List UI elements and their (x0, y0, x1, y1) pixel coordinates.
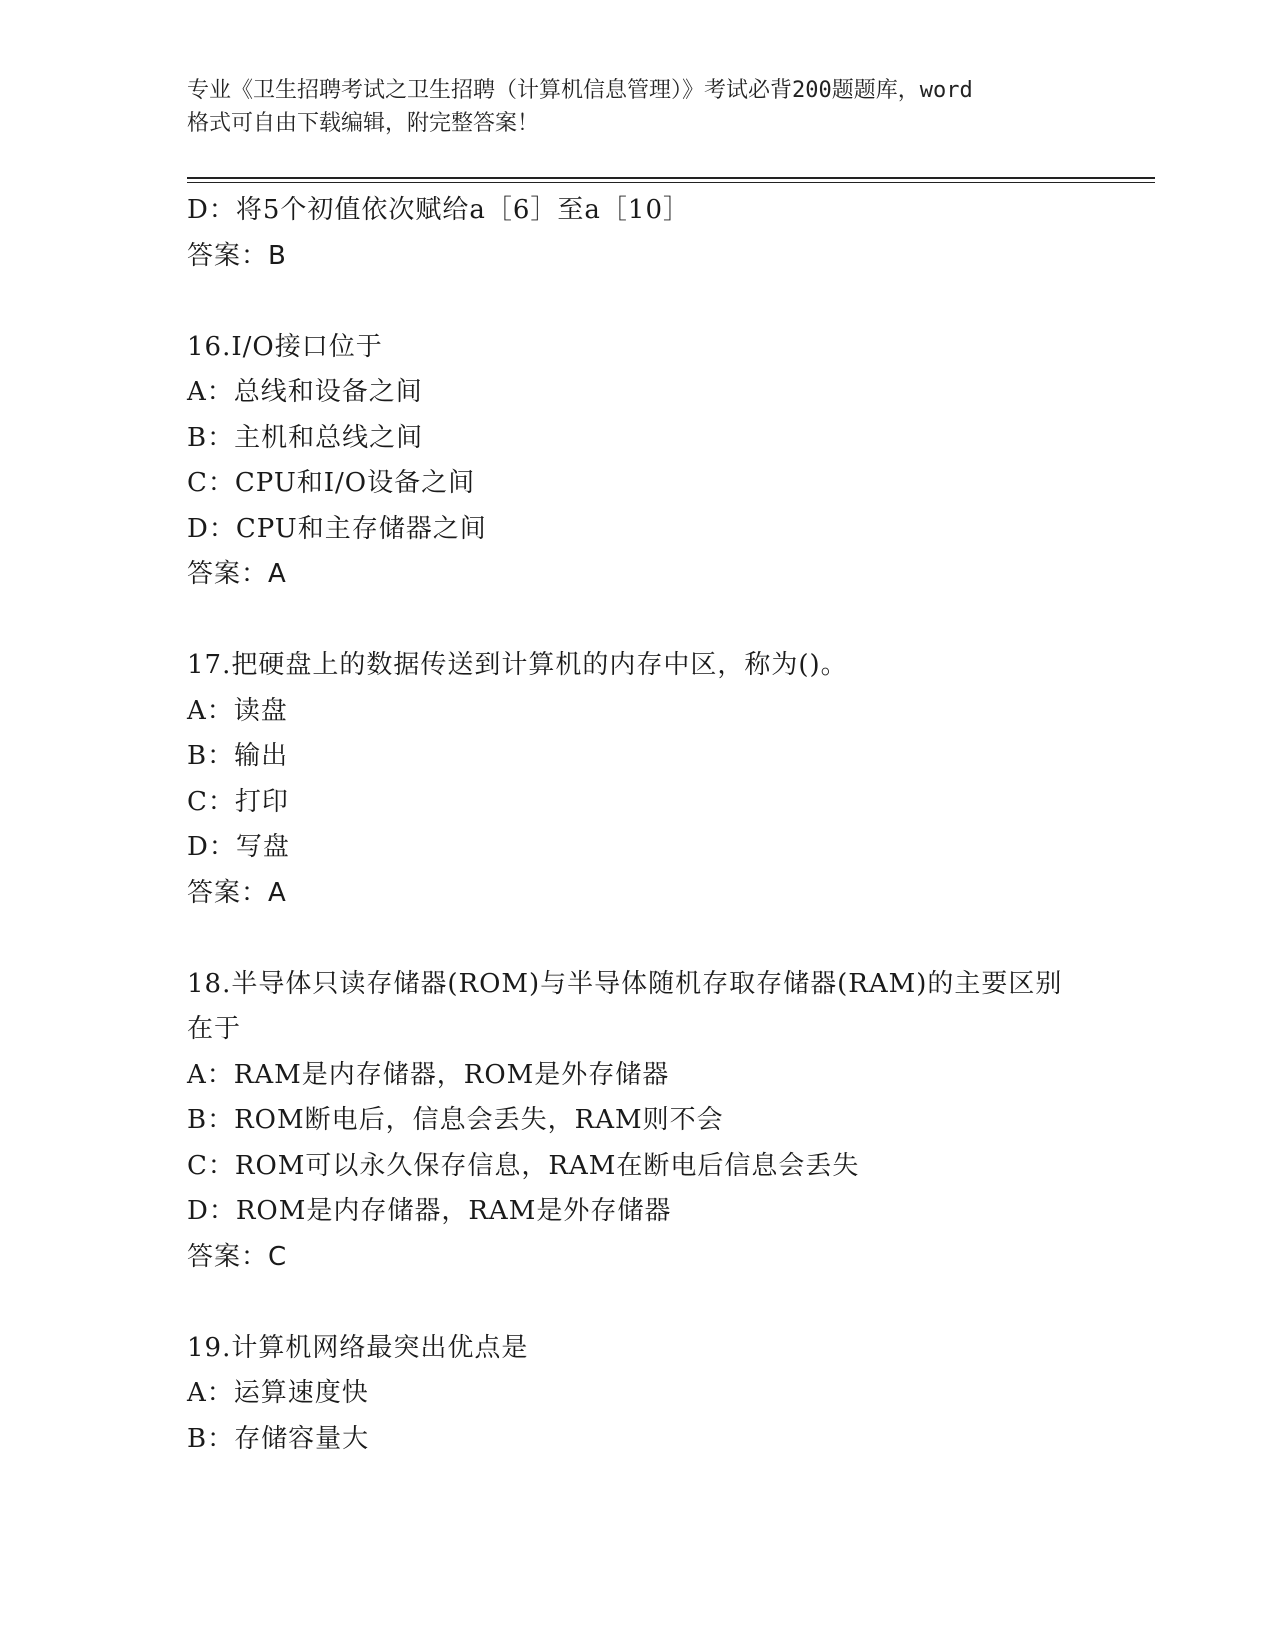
answer-line: 答案：A (187, 877, 287, 908)
header-rule-thick (187, 177, 1155, 179)
question-18-stem: 18.半导体只读存储器(ROM)与半导体随机存取存储器(RAM)的主要区别在于 (187, 968, 1063, 1044)
question-19-stem: 19.计算机网络最突出优点是 (187, 1332, 529, 1363)
option-d: D：ROM是内存储器，RAM是外存储器 (187, 1196, 672, 1226)
answer-line: 答案：C (187, 1241, 288, 1272)
option-b: B：存储容量大 (187, 1423, 370, 1454)
option-b: B：ROM断电后，信息会丢失，RAM则不会 (187, 1105, 724, 1135)
header-line-2: 格式可自由下载编辑，附完整答案！ (187, 111, 540, 136)
header-rule-thin (187, 182, 1155, 183)
question-16-stem: 16.I/O接口位于 (187, 331, 383, 362)
header-line-1: 专业《卫生招聘考试之卫生招聘（计算机信息管理）》考试必背200题题库，word (187, 78, 973, 103)
option-d: D：CPU和主存储器之间 (187, 513, 487, 544)
option-a: A：总线和设备之间 (187, 377, 423, 407)
document-header (187, 74, 1087, 140)
question-17-stem: 17.把硬盘上的数据传送到计算机的内存中区，称为()。 (187, 650, 848, 680)
option-b: B：主机和总线之间 (187, 422, 424, 453)
answer-line: 答案：A (187, 559, 287, 589)
option-a: A：运算速度快 (187, 1378, 369, 1408)
option-d: D：写盘 (187, 832, 290, 862)
question-list (187, 188, 1087, 1462)
option-a: A：读盘 (187, 695, 288, 726)
option-c: C：ROM可以永久保存信息，RAM在断电后信息会丢失 (187, 1150, 860, 1181)
document-page (187, 0, 1155, 1650)
answer-line: 答案：B (187, 240, 287, 271)
option-c: C：CPU和I/O设备之间 (187, 468, 476, 498)
option-d: D：将5个初值依次赋给a［6］至a［10］ (187, 195, 691, 225)
option-a: A：RAM是内存储器，ROM是外存储器 (187, 1059, 670, 1090)
option-c: C：打印 (187, 786, 289, 817)
option-b: B：输出 (187, 741, 289, 771)
